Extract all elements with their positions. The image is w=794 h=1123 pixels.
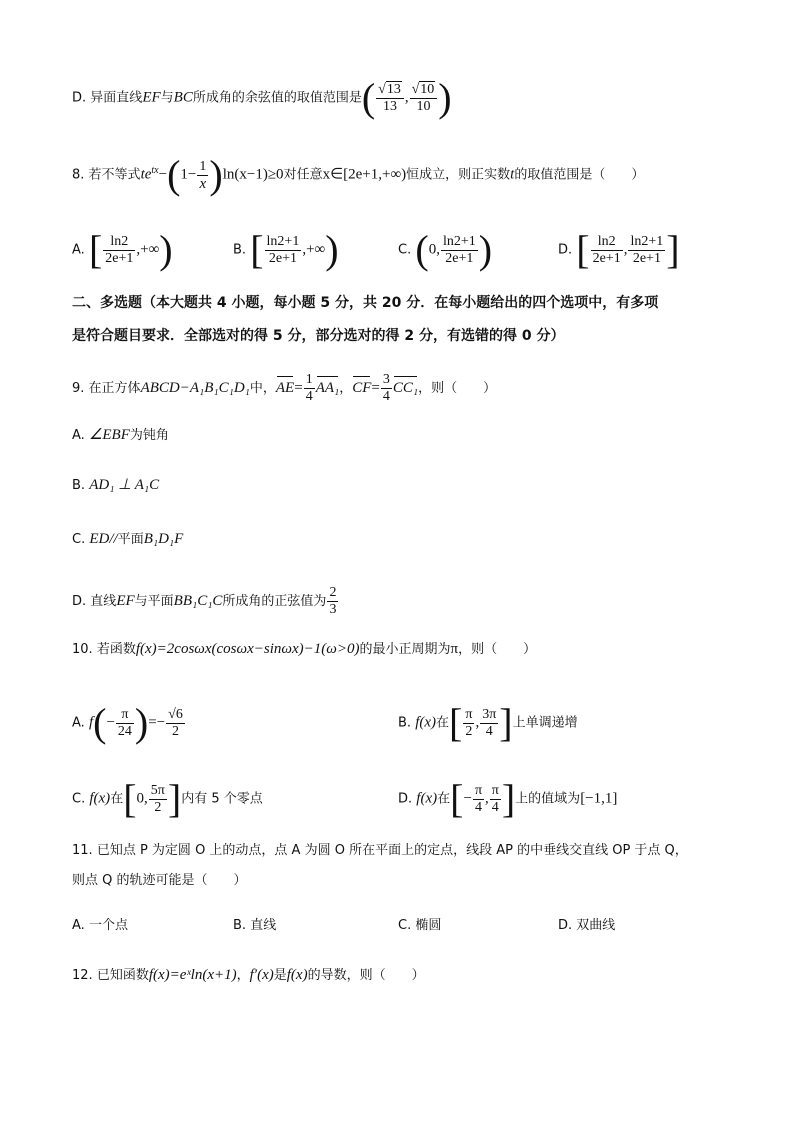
q11-option-b: B. 直线 <box>233 918 277 933</box>
section-heading-cont: 是符合题目要求．全部选对的得 5 分，部分选对的得 2 分，有选错的得 0 分） <box>72 328 565 344</box>
question-number: 9. <box>72 381 85 396</box>
question-number: 12. <box>72 968 93 983</box>
q11-option-c: C. 椭圆 <box>398 918 442 933</box>
question-number: 10. <box>72 642 93 657</box>
q11-option-d: D. 双曲线 <box>558 918 616 933</box>
q9-option-c: C. ED//平面B₁D₁F <box>72 531 184 547</box>
question-9-stem: 9. 在正方体ABCD−A₁B₁C₁D₁中，AE= $\frac{1}{4}$ AA₁，CF= $\frac{3}{4}$ CC₁，则（ ） <box>72 372 497 404</box>
q10-option-d: D. f(x)在[− $\frac{\pi}{4}$ , $\frac{\pi}{4}$ ]上的值域为[−1,1] <box>398 776 618 821</box>
q8-option-a: A. [ $\frac{\ln 2}{2e+1}$ ,+∞) <box>72 227 173 272</box>
fraction: $\frac{√13}{13}$ <box>376 82 404 115</box>
q8-option-c: C. (0, $\frac{\ln 2+1}{2e+1}$ ) <box>398 227 493 272</box>
question-number: 11. <box>72 843 93 858</box>
q9-option-b: B. AD₁ ⊥ A₁C <box>72 477 160 493</box>
option-label: D. <box>72 90 87 106</box>
question-12-stem: 12. 已知函数f(x)=eˣln(x+1)，f′(x)是f(x)的导数，则（ ） <box>72 967 425 983</box>
q10-option-c: C. f(x)在[0, $\frac{5\pi}{2}$ ]内有 5 个零点 <box>72 776 263 821</box>
q9-option-a: A. ∠EBF为钝角 <box>72 427 169 443</box>
q7-option-d: D. 异面直线EF与BC所成角的余弦值的取值范围是( $\frac{√13}{13}$ , $\frac{√10}{10}$ ) <box>72 75 452 120</box>
question-8-stem: 8. 若不等式$te^{tx}-(1-$ $\frac{1}{x}$ )ln(x−1)≥0对任意x∈[2e+1,+∞)恒成立，则正实数t的取值范围是（ ） <box>72 152 645 197</box>
question-10-stem: 10. 若函数f(x)=2cosωx(cosωx−sinωx)−1(ω>0)的最小正周期为π，则（ ） <box>72 641 537 657</box>
q8-option-b: B. [ $\frac{\ln 2+1}{2e+1}$ ,+∞) <box>233 227 339 272</box>
q10-option-b: B. f(x)在[ $\frac{\pi}{2}$ , $\frac{3\pi}{4}$ ]上单调递增 <box>398 700 578 745</box>
q8-option-d: D. [ $\frac{\ln 2}{2e+1}$ , $\frac{\ln 2+1}{2e+1}$ ] <box>558 227 680 272</box>
fraction: $\frac{√10}{10}$ <box>410 82 438 115</box>
q9-option-d: D. 直线EF与平面BB₁C₁C所成角的正弦值为 $\frac{2}{3}$ <box>72 585 337 617</box>
question-11-stem-cont: 则点 Q 的轨迹可能是（ ） <box>72 873 247 888</box>
q10-option-a: A. f(− $\frac{\pi}{24}$ )=− $\frac{√6}{2}$ <box>72 700 183 745</box>
q11-option-a: A. 一个点 <box>72 918 128 933</box>
fraction: $\frac{1}{x}$ <box>199 158 207 192</box>
section-heading: 二、多选题（本大题共 4 小题，每小题 5 分，共 20 分．在每小题给出的四个选项中，有多项 <box>72 295 659 311</box>
question-11-stem: 11. 已知点 P 为定圆 O 上的动点，点 A 为圆 O 所在平面上的定点，线段 AP 的中垂线交直线 OP 于点 Q， <box>72 843 688 858</box>
question-number: 8. <box>72 167 85 183</box>
